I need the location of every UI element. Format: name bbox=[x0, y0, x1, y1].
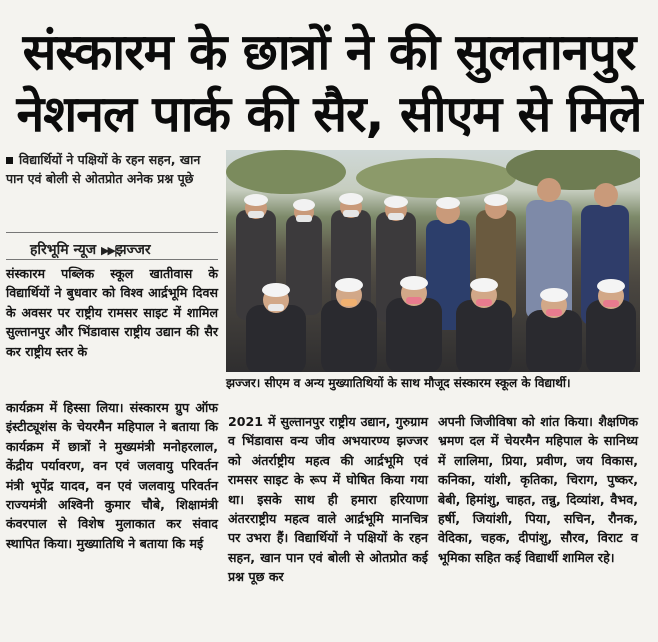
paragraph: संस्कारम पब्लिक स्कूल खातीवास के विद्यार्थियों ने बुधवार को विश्व आर्द्रभूमि दिवस के अवसर पर राष्ट्रीय रामसर साइट में शामिल सुल्तानपुर और भिंडावास राष्ट्रीय उद्यान की सैर कर राष्ट्रीय स्तर के bbox=[6, 266, 218, 359]
divider bbox=[6, 259, 218, 260]
news-photo bbox=[226, 150, 640, 372]
byline-arrows-icon: ▶▶| bbox=[101, 244, 116, 257]
subheadline-text: विद्यार्थियों ने पक्षियों के रहन सहन, खान पान एवं बोली से ओतप्रोत अनेक प्रश्न पूछे bbox=[6, 152, 201, 186]
article-column-middle bbox=[228, 412, 428, 587]
photo-caption: झज्जर। सीएम व अन्य मुख्यातिथियों के साथ मौजूद संस्कारम स्कूल के विद्यार्थी। bbox=[226, 376, 571, 390]
byline-source: हरिभूमि न्यूज bbox=[30, 242, 97, 258]
article-column-right bbox=[438, 412, 638, 567]
divider bbox=[6, 232, 218, 233]
subheadline bbox=[6, 150, 220, 188]
headline-line-2: नेशनल पार्क की सैर, सीएम से मिले bbox=[16, 85, 642, 143]
headline bbox=[0, 0, 658, 148]
byline-location: झज्जर bbox=[115, 242, 151, 258]
byline bbox=[30, 240, 151, 259]
article-column-left-bottom bbox=[6, 398, 218, 553]
paragraph: कार्यक्रम में हिस्सा लिया। संस्कारम ग्रुप ऑफ इंस्टीट्यूशंस के चेयरमैन महिपाल ने बताया कि कार्यक्रम में छात्रों ने मुख्यमंत्री मनोहरलाल, केंद्रीय पर्यावरण, वन एवं जलवायु परिवर्तन मंत्री भूपेंद्र यादव, वन एवं जलवायु परिवर्तन राज्यमंत्री अश्विनी कुमार चौबे, शिक्षामंत्री कंवरपाल से विशेष मुलाकात कर संवाद स्थापित किया। मुख्यातिथि ने बताया कि मई bbox=[6, 400, 218, 551]
paragraph: 2021 में सुल्तानपुर राष्ट्रीय उद्यान, गुरुग्राम व भिंडावास वन्य जीव अभयारण्य झज्जर को अंतर्राष्ट्रीय महत्व की आर्द्रभूमि एवं रामसर साइट के रूप में घोषित किया गया था। इसके साथ ही हमारा हरियाणा अंतरराष्ट्रीय महत्व वाले आर्द्रभूमि मानचित्र पर उभरा हैं। विद्यार्थियों ने पक्षियों के रहन सहन, खान पान एवं बोली से ओतप्रोत कई प्रश्न पूछ कर bbox=[228, 414, 428, 585]
paragraph: अपनी जिजीविषा को शांत किया। शैक्षणिक भ्रमण दल में चेयरमैन महिपाल के सानिध्य में लालिमा, प्रिया, प्रवीण, जय विकास, कनिका, यांशी, कृतिका, चिराग, पुष्कर, बेबी, हिमांशु, चाहत, तन्नु, दिव्यांश, वैभव, हर्षी, जियांशी, पिया, सचिन, रौनक, वेदिका, चहक, दीपांशु, सौरव, विराट व भूमिका सहित कई विद्यार्थी शामिल रहे। bbox=[438, 414, 638, 565]
headline-line-1: संस्कारम के छात्रों ने की सुलतानपुर bbox=[22, 23, 636, 81]
article-column-left-top bbox=[6, 264, 218, 361]
bullet-icon bbox=[6, 157, 13, 164]
group-photo-illustration bbox=[226, 150, 640, 372]
